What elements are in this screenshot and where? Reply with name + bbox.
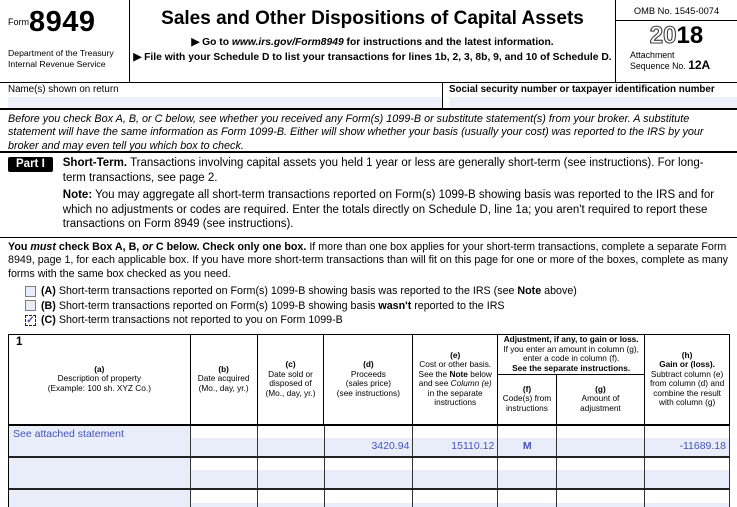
note-label: Note: — [62, 189, 93, 202]
col-e-note: Note — [449, 368, 468, 379]
date-sold-field[interactable] — [258, 503, 324, 507]
sequence-number: 12A — [688, 58, 711, 72]
cell-proceeds — [325, 426, 414, 456]
header-date-sold — [258, 335, 325, 424]
cell-gain-loss — [645, 490, 730, 507]
cost-basis-field[interactable] — [413, 503, 497, 507]
cell-adjustment — [557, 490, 645, 507]
checkbox-a-letter: (A) — [41, 285, 56, 298]
name-label: Name(s) shown on return — [8, 84, 119, 95]
codes-field[interactable]: M — [498, 438, 556, 456]
cell-gain-loss — [645, 426, 730, 456]
col-e-t1: Cost or other basis. See the — [418, 359, 492, 379]
col-c-line3: (Mo., day, yr.) — [265, 387, 316, 398]
checkbox-b[interactable] — [25, 300, 36, 311]
gain-loss-field[interactable] — [645, 470, 729, 488]
header-amount-adjustment — [557, 375, 644, 424]
must-check-rest: If more than one box applies for your short-term transactions, complete a separate Form 8949, page 1, for each applicable box. If you have more short-term transactions than will fit on this page for one or more of the boxes, complete as many forms with the same box checked as you need. — [8, 241, 729, 280]
must-check-b3: C below. Check only one box. — [152, 241, 307, 253]
goto-text: Go to — [199, 37, 232, 48]
checkbox-b-bold: wasn't — [378, 299, 412, 312]
part1-note — [63, 188, 725, 232]
date-sold-field[interactable] — [258, 470, 324, 488]
cell-description[interactable] — [9, 490, 191, 507]
cell-proceeds — [325, 490, 414, 507]
proceeds-field[interactable]: 3420.94 — [325, 438, 413, 456]
must-check-i1: must — [30, 241, 56, 253]
col-e-column-e: Column (e) — [450, 378, 492, 389]
cell-adjustment — [557, 426, 645, 456]
header-cost-basis — [413, 335, 498, 424]
goto-suffix: for instructions and the latest information. — [343, 37, 554, 48]
checkbox-row-a — [25, 284, 737, 299]
dept-line2: Internal Revenue Service — [8, 58, 106, 69]
box-choices — [0, 284, 737, 328]
col-c-line2: disposed of — [269, 378, 312, 389]
col-d-line2: (sales price) — [345, 378, 391, 389]
cell-codes — [498, 490, 557, 507]
short-term-text: Transactions involving capital assets you held 1 year or less are generally short-term (see instructions). For long-term transactions, see page 2. — [62, 157, 704, 184]
arrow-icon: ▶ — [191, 37, 200, 48]
cell-date-acquired — [191, 490, 258, 507]
checkbox-b-text2: reported to the IRS — [411, 299, 505, 312]
checkbox-row-b — [25, 299, 737, 314]
checkbox-c-label — [41, 314, 343, 326]
cell-cost-basis — [413, 490, 498, 507]
short-term-label: Short-Term. — [62, 157, 128, 169]
col-e-letter: (e) — [450, 349, 461, 360]
omb-number: OMB No. 1545-0074 — [616, 0, 737, 21]
cell-date-sold — [258, 458, 325, 488]
file-with-text: File with your Schedule D to list your transactions for lines 1b, 2, 3, 8b, 9, and 10 of Schedule D. — [141, 52, 612, 63]
date-sold-field[interactable] — [258, 438, 324, 456]
omb-year-block — [616, 0, 737, 82]
proceeds-field[interactable] — [325, 503, 413, 507]
ssn-section — [443, 83, 737, 108]
name-input[interactable] — [8, 97, 442, 108]
header-description — [9, 335, 191, 424]
intro-paragraph: Before you check Box A, B, or C below, see whether you received any Form(s) 1099-B or substitute statement(s) from your broker. A substitute statement will have the same information as Form 1099-B. Either will show whether your basis (usually your cost) was reported to the IRS by your broker and may even tell you which box to check. — [0, 110, 737, 153]
checkbox-a[interactable] — [25, 286, 36, 297]
header-gain-loss — [645, 335, 730, 424]
cost-basis-field[interactable] — [413, 470, 497, 488]
transactions-table — [8, 334, 730, 507]
line-number: 1 — [16, 335, 23, 348]
attachment-label: Attachment — [630, 50, 675, 60]
form-header — [0, 0, 737, 83]
checkbox-a-bold: Note — [517, 285, 542, 298]
col-a-letter: (a) — [94, 363, 105, 374]
col-f-line1: Code(s) from — [502, 393, 552, 404]
checkbox-c-text: Short-term transactions not reported to you on Form 1099-B — [58, 314, 343, 327]
header-date-acquired — [191, 335, 258, 424]
part1-body — [63, 156, 725, 237]
col-b-line2: (Mo., day, yr.) — [198, 383, 249, 394]
adjustment-bold2: See the separate instructions. — [512, 362, 631, 373]
col-a-line2: (Example: 100 sh. XYZ Co.) — [47, 383, 151, 394]
col-g-line2: adjustment — [580, 403, 621, 414]
header-adjustment-group — [498, 335, 645, 424]
cell-date-acquired — [191, 426, 258, 456]
col-h-bold: Gain or (loss). — [659, 359, 715, 370]
checkbox-c[interactable]: ✓ — [26, 314, 35, 326]
table-header — [9, 335, 730, 426]
form-word: Form — [8, 17, 29, 27]
header-fg-row — [498, 375, 644, 424]
date-acquired-field[interactable] — [191, 470, 257, 488]
col-b-letter: (b) — [218, 363, 229, 374]
table-row — [9, 426, 730, 458]
cell-date-sold — [258, 426, 325, 456]
cell-proceeds — [325, 458, 414, 488]
codes-field[interactable] — [498, 470, 556, 488]
col-d-line3: (see instructions) — [336, 387, 400, 398]
cell-date-sold — [258, 490, 325, 507]
name-ssn-row — [0, 83, 737, 110]
must-check-paragraph — [0, 238, 737, 284]
col-f-line2: instructions — [505, 403, 548, 414]
col-g-letter: (g) — [595, 383, 606, 394]
cell-cost-basis — [413, 426, 498, 456]
page-title: Sales and Other Dispositions of Capital Assets — [161, 8, 584, 29]
col-e-t2: below and see — [418, 368, 492, 389]
col-d-line1: Proceeds — [350, 368, 386, 379]
header-codes — [498, 375, 557, 424]
name-section — [0, 83, 443, 108]
cell-adjustment — [557, 458, 645, 488]
col-f-letter: (f) — [522, 383, 532, 394]
year-bold: 18 — [676, 22, 704, 49]
checkbox-b-letter: (B) — [41, 299, 56, 312]
must-check-b1: You — [8, 241, 31, 253]
col-e-text — [415, 360, 495, 408]
form-number: 8949 — [29, 6, 96, 38]
col-h-text: Subtract column (e) from column (d) and combine the result with column (g) — [649, 368, 725, 408]
adjustment-field[interactable] — [557, 470, 644, 488]
col-c-line1: Date sold or — [268, 368, 313, 379]
cell-date-acquired — [191, 458, 258, 488]
tax-year — [616, 22, 737, 50]
cell-description[interactable] — [9, 458, 191, 488]
adjustment-bold1: Adjustment, if any, to gain or loss. — [503, 334, 639, 345]
must-check-b2: check Box A, B, — [55, 241, 143, 253]
note-text: You may aggregate all short-term transactions reported on Form(s) 1099-B showing basis was reported to the IRS and for which no adjustments or codes are required. Enter the totals directly on Schedule D, line 1a; you aren't required to report these transactions on Form 8949 (see instructions). — [62, 189, 715, 231]
col-c-letter: (c) — [285, 359, 296, 370]
form-id-block — [0, 0, 130, 82]
proceeds-field[interactable] — [325, 470, 413, 488]
cell-cost-basis — [413, 458, 498, 488]
adjustment-field[interactable] — [557, 503, 644, 507]
gain-loss-field[interactable]: -11689.18 — [645, 438, 729, 456]
checkbox-b-label — [41, 300, 505, 312]
col-h-letter: (h) — [681, 349, 693, 360]
cell-description[interactable]: See attached statement — [9, 426, 191, 456]
part1-section — [0, 153, 737, 238]
part1-heading — [63, 156, 725, 185]
checkbox-c-letter: (C) — [41, 314, 56, 327]
cell-codes — [498, 426, 557, 456]
adjustment-field[interactable] — [557, 438, 644, 456]
col-a-line1: Description of property — [57, 373, 142, 384]
checkbox-row-c — [25, 313, 737, 328]
date-acquired-field[interactable] — [191, 503, 257, 507]
sequence-label: Sequence No. — [630, 61, 689, 71]
must-check-i2: or — [142, 241, 153, 253]
checkbox-a-label — [41, 285, 577, 297]
header-proceeds — [324, 335, 413, 424]
part1-badge: Part I — [8, 157, 53, 172]
header-adjustment — [498, 335, 644, 375]
codes-field[interactable] — [498, 503, 556, 507]
adjustment-text: If you enter an amount in column (g), enter a code in column (f). — [503, 343, 639, 364]
arrow-icon: ▶ — [133, 52, 142, 63]
cell-codes — [498, 458, 557, 488]
date-acquired-field[interactable] — [191, 438, 257, 456]
col-d-letter: (d) — [363, 359, 374, 370]
gain-loss-field[interactable] — [645, 503, 729, 507]
year-outline: 20 — [649, 22, 677, 49]
col-e-t3: in the separate instructions — [427, 387, 483, 408]
cell-gain-loss — [645, 458, 730, 488]
checkbox-a-text: Short-term transactions reported on Form(s) 1099-B showing basis was reported to the IRS (see — [58, 285, 518, 298]
checkbox-b-text: Short-term transactions reported on Form(s) 1099-B showing basis — [58, 299, 379, 312]
form-title-block — [130, 0, 616, 82]
dept-line1: Department of the Treasury — [8, 48, 114, 58]
col-g-line1: Amount of — [581, 393, 620, 404]
checkbox-a-text2: above) — [541, 285, 577, 298]
cost-basis-field[interactable]: 15110.12 — [413, 438, 497, 456]
ssn-input[interactable] — [449, 97, 737, 108]
table-row — [9, 490, 730, 507]
col-b-line1: Date acquired — [197, 373, 250, 384]
table-row — [9, 458, 730, 490]
ssn-label: Social security number or taxpayer identification number — [449, 84, 715, 95]
irs-url-link[interactable]: www.irs.gov/Form8949 — [231, 37, 344, 48]
